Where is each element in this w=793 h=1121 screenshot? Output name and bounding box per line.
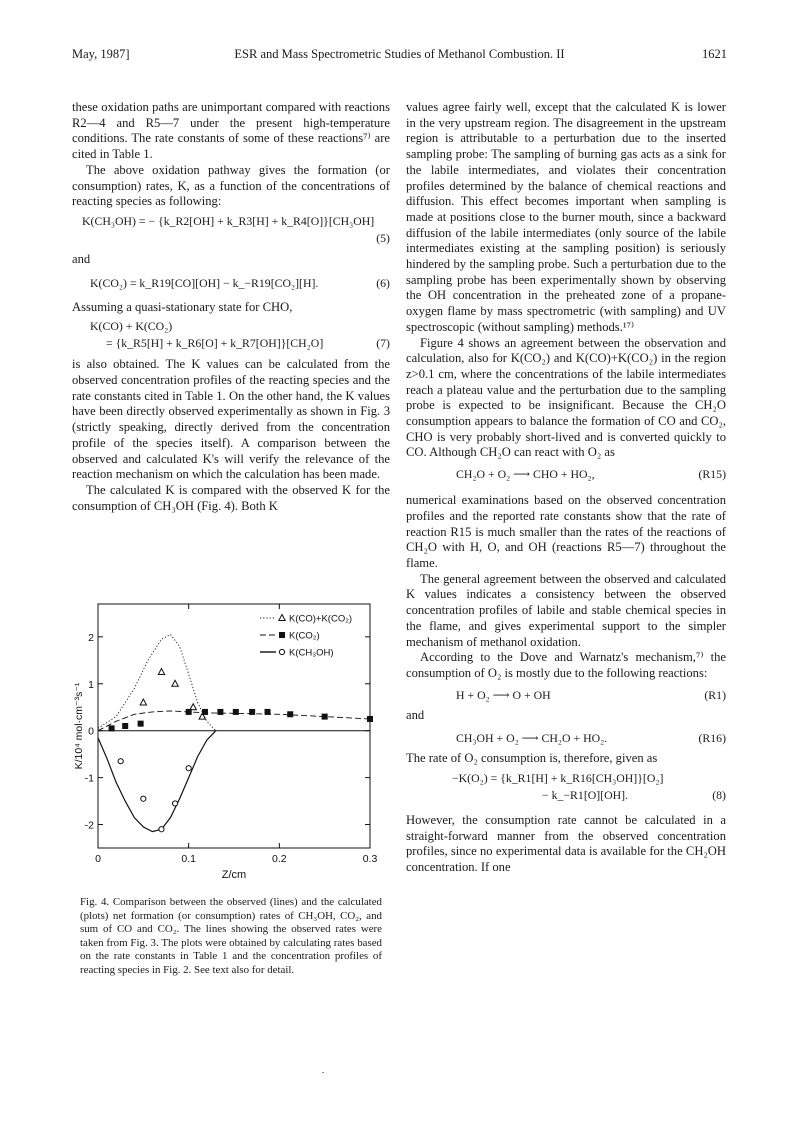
paragraph: According to the Dove and Warnatz's mechanism,⁷⁾ the consumption of O₂ is mostly due to the following reactions:: [406, 650, 726, 680]
legend-marker: [279, 649, 284, 654]
page-number: 1621: [702, 47, 727, 61]
y-axis-label: K/10⁴ mol·cm⁻³s⁻¹: [73, 682, 85, 770]
paragraph: The general agreement between the observed and calculated K values indicates a consistency between the observed concentration profiles of labile and stable chemical species in the flame, and gives experimental support to the simpler mechanism of methanol oxidation.: [406, 571, 726, 649]
ch3oh-point: [186, 766, 191, 771]
figure-caption: Fig. 4. Comparison between the observed (lines) and the calculated (plots) net formation (or consumption) rates of CH₃OH, CO₂, and sum of CO and CO₂. The lines showing the observed rates were taken from Fig. 3. The plots were obtained by calculating rates based on the rate constants in Table 1 and the concentration profiles of reacting species in Fig. 2. See text also for detail.: [80, 896, 382, 976]
ch3oh-point: [141, 796, 146, 801]
paragraph: numerical examinations based on the observed concentration profiles and the reported rate constants show that the rate of reaction R15 is much smaller than the rates of the reactions of CH₂O with H, O, and OH (reactions R5—7) throughout the flame.: [406, 493, 726, 570]
legend-entry-co2: K(CO₂): [289, 630, 320, 642]
equation-6: K(CO₂) = k_R19[CO][OH] − k_−R19[CO₂][H]. (6): [90, 275, 390, 290]
legend-marker: [279, 615, 285, 621]
co2-point: [249, 709, 255, 715]
y-tick-label: -1: [84, 772, 94, 785]
co2-point: [322, 714, 328, 720]
header-title: ESR and Mass Spectrometric Studies of Methanol Combustion. II: [234, 47, 565, 61]
paragraph: The above oxidation pathway gives the formation (or consumption) rates, K, as a function of the concentrations of reacting species as following:: [72, 162, 390, 209]
text-and: and: [406, 707, 425, 722]
co2-point: [233, 709, 239, 715]
sum-co-co2-line: [98, 635, 216, 731]
equation-r1: H + O₂ ⟶ O + OH (R1): [456, 687, 726, 702]
y-tick-label: 2: [88, 631, 94, 644]
co2-point: [367, 716, 373, 722]
co2-point: [287, 711, 293, 717]
ch3oh-line: [98, 731, 216, 832]
sum-co-co2-point: [158, 669, 164, 675]
paragraph: these oxidation paths are unimportant compared with reactions R2—4 and R5—7 under the present high-temperature conditions. The rate constants of some of these reactions⁷⁾ are cited in Table 1.: [72, 100, 390, 162]
paragraph: The rate of O₂ consumption is, therefore, given as: [406, 751, 658, 766]
co2-point: [109, 725, 115, 731]
x-tick-label: 0.3: [362, 853, 378, 865]
equation-r16: CH₃OH + O₂ ⟶ CH₂O + HO₂. (R16): [456, 731, 726, 746]
ch3oh-point: [118, 759, 123, 764]
co2-point: [186, 709, 192, 715]
sum-co-co2-point: [190, 704, 196, 710]
text-and: and: [72, 251, 91, 266]
running-header: [72, 47, 727, 63]
x-tick-label: 0: [95, 853, 101, 865]
x-axis-label: Z/cm: [221, 869, 247, 881]
legend-entry-ch3oh: K(CH₃OH): [289, 647, 334, 659]
figure-4: [72, 596, 390, 896]
paragraph: is also obtained. The K values can be calculated from the observed concentration profiles of the reacting species and the rate constants cited in Table 1. On the other hand, the K values have been directly observed experimentally as shown in Fig. 3 (strictly speaking, directly derived from the concentration profile of the species itself). A comparison between the observed and calculated K's will verify the relevance of the reaction mechanism on which the calculation has been made.: [72, 357, 390, 482]
equation-7: K(CO) + K(CO₂) = {k_R5[H] + k_R6[O] + k_R7[OH]}[CH₂O] (7): [90, 319, 390, 351]
figure-4-chart: [72, 596, 390, 896]
paragraph: Assuming a quasi-stationary state for CHO,: [72, 299, 293, 314]
paragraph: The calculated K is compared with the observed K for the consumption of CH₃OH (Fig. 4). Both K: [72, 482, 390, 513]
legend-entry-sum: K(CO)+K(CO₂): [289, 613, 353, 625]
equation-r15: CH₂O + O₂ ⟶ CHO + HO₂, (R15): [456, 467, 726, 482]
x-tick-label: 0.2: [272, 853, 287, 865]
paragraph: However, the consumption rate cannot be calculated in a straight-forward manner from the observed concentration profiles, since no experimental data is available for the CH₂OH concentration. If one: [406, 813, 726, 875]
y-tick-label: 0: [88, 725, 94, 738]
x-tick-label: 0.1: [181, 853, 196, 865]
co2-point: [138, 721, 144, 727]
y-tick-label: -2: [84, 819, 94, 832]
co2-point: [217, 709, 223, 715]
ch3oh-point: [172, 801, 177, 806]
equation-8: −K(O₂) = {k_R1[H] + k_R16[CH₃OH]}[O₂] − k_−R1[O][OH]. (8): [452, 771, 726, 803]
co2-point: [265, 709, 271, 715]
ch3oh-point: [159, 827, 164, 832]
page-mark: [322, 1072, 324, 1073]
right-column: [406, 100, 726, 876]
co2-point: [202, 709, 208, 715]
equation-5: K(CH₃OH) = − {k_R2[OH] + k_R3[H] + k_R4[O]}[CH₃OH] (5): [82, 213, 390, 245]
header-date: May, 1987]: [72, 47, 130, 61]
paragraph: Figure 4 shows an agreement between the observation and calculation, also for K(CO₂) and K(CO)+K(CO₂) in the region z>0.1 cm, where the concentrations of the labile intermediates reach a plateau value and the perturbation due to the sampling probe is expected to be insignificant. Because the CH₂O consumption appears to balance the formation of CO and CO₂, CHO is very probably short-lived and is converted quickly to CO. Although CH₂O can react with O₂ as: [406, 335, 726, 460]
paragraph: values agree fairly well, except that the calculated K is lower in the very upstream region. The disagreement in the upstream region is attributable to a perturbation due to the inserted sampling probe: The sampling of burning gas acts as a sink for the labile intermediates, and violates their concentration profiles determined by the balance of chemical reactions and diffusion. This effect becomes important when sampling is made at positions close to the burner mouth, since a backward diffusion of the labile intermediates (only source of the labile intermediates existing at the sampling position) is seriously hindered by the sampling probe. Such a perturbation due to the sampling probe has been experimentally shown by observing the OH concentration in the preheated zone of a propane-oxygen flame by mass spectrometric (with sampling) and UV spectroscopic (without sampling) methods.¹⁷⁾: [406, 100, 726, 334]
y-tick-label: 1: [88, 678, 94, 691]
legend-marker: [279, 632, 285, 638]
left-column: [72, 100, 390, 514]
sum-co-co2-point: [172, 680, 178, 686]
co2-point: [122, 723, 128, 729]
sum-co-co2-point: [140, 699, 146, 705]
